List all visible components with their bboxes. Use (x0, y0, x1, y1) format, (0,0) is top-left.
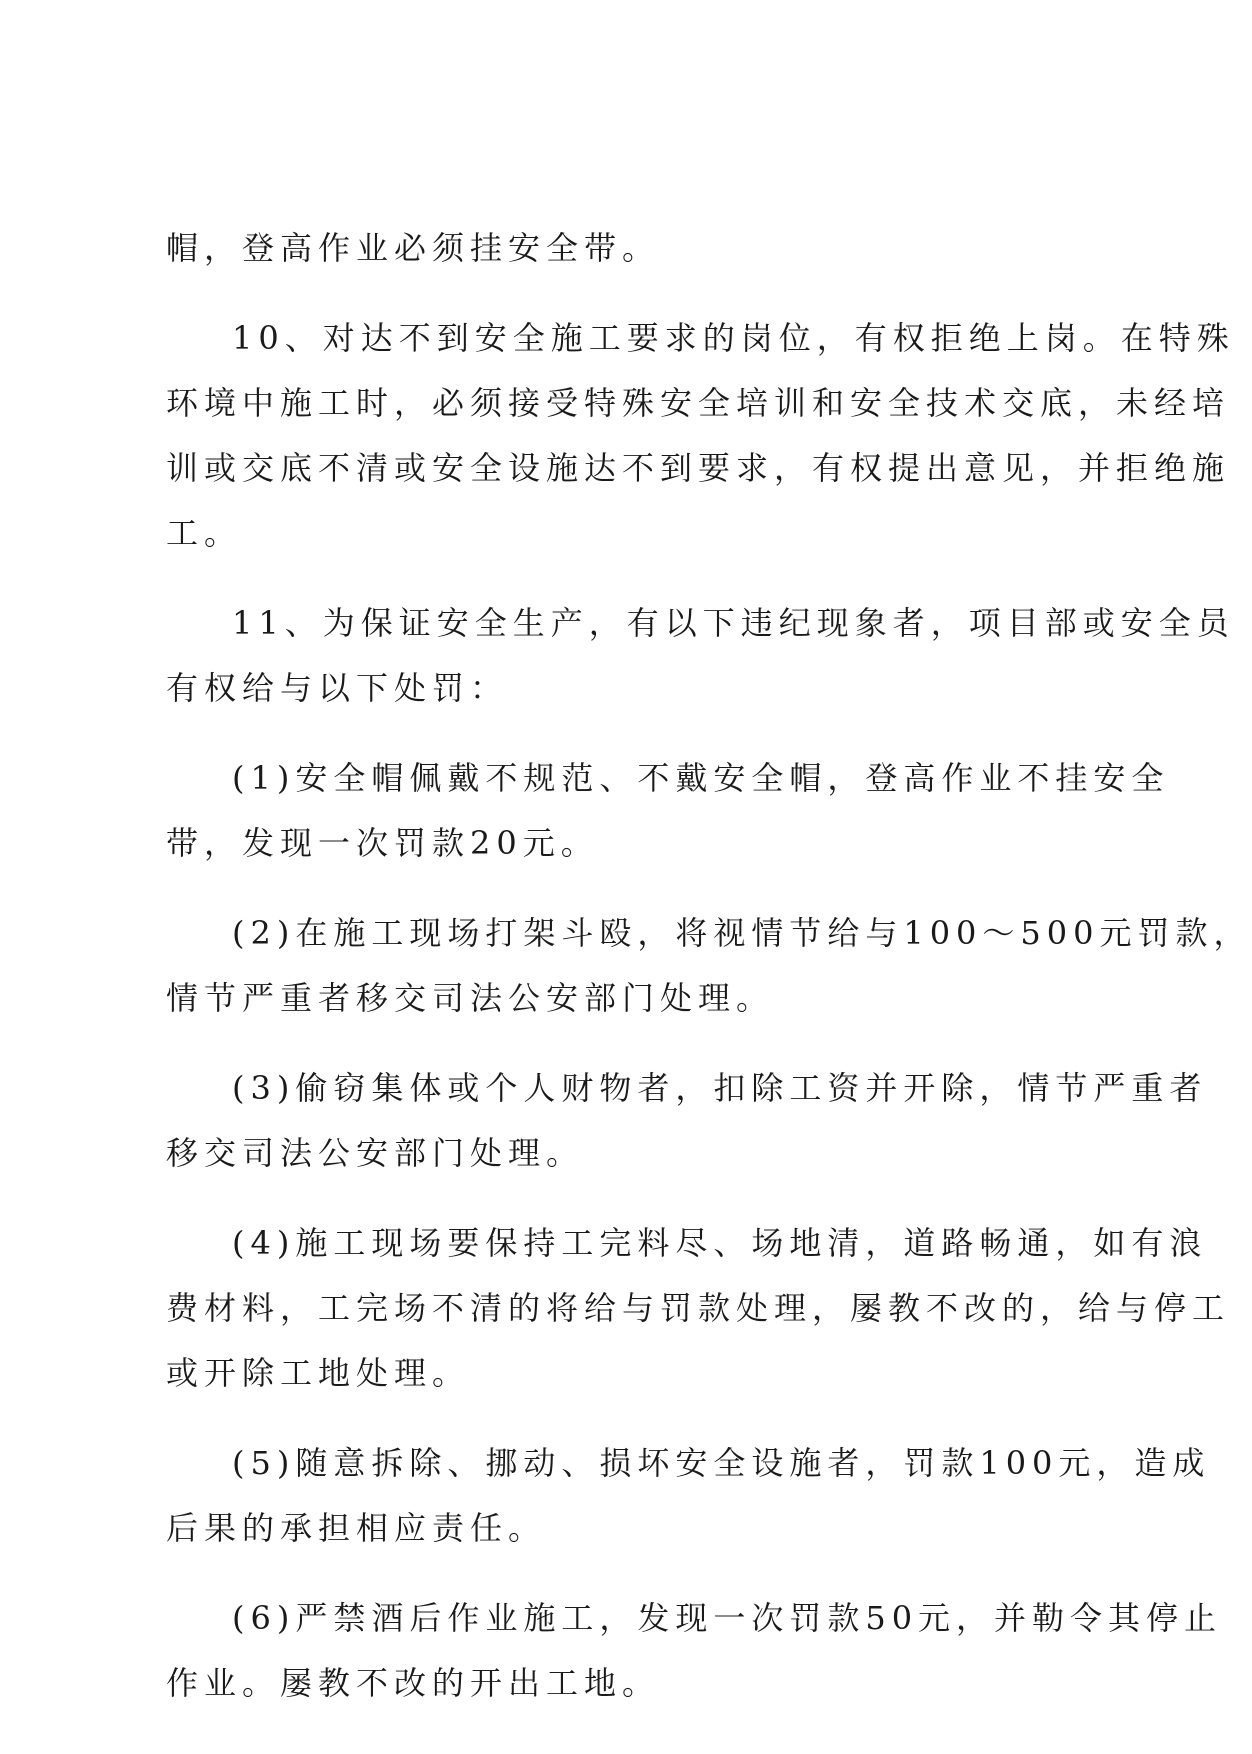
text-line: 移交司法公安部门处理。 (166, 1134, 585, 1172)
paragraph-spacer (166, 721, 1096, 746)
text-line: 环境中施工时，必须接受特殊安全培训和安全技术交底，未经培 (166, 384, 1231, 422)
text-line: (2)在施工现场打架斗殴，将视情节给与100～500元罚款， (232, 914, 1252, 952)
paragraph-spacer (166, 1186, 1096, 1211)
paragraph-spacer (166, 281, 1096, 306)
text-line: 工。 (166, 514, 243, 552)
text-line: (4)施工现场要保持工完料尽、场地清，道路畅通，如有浪 (232, 1224, 1208, 1262)
paragraph-spacer (166, 1406, 1096, 1431)
text-line: (6)严禁酒后作业施工，发现一次罚款50元，并勒令其停止 (232, 1599, 1223, 1637)
text-line: 情节严重者移交司法公安部门处理。 (166, 979, 775, 1017)
text-line: 帽，登高作业必须挂安全带。 (166, 229, 661, 267)
paragraph-spacer (166, 566, 1096, 591)
paragraph-spacer (166, 1561, 1096, 1586)
paragraph-spacer (166, 1031, 1096, 1056)
text-line: 训或交底不清或安全设施达不到要求，有权提出意见，并拒绝施 (166, 449, 1231, 487)
text-line: 10、对达不到安全施工要求的岗位，有权拒绝上岗。在特殊 (232, 319, 1235, 357)
text-line: 或开除工地处理。 (166, 1354, 471, 1392)
text-line: (1)安全帽佩戴不规范、不戴安全帽，登高作业不挂安全 (232, 759, 1170, 797)
text-line: 有权给与以下处罚： (166, 669, 509, 707)
text-line: 后果的承担相应责任。 (166, 1509, 547, 1547)
text-line: (5)随意拆除、挪动、损坏安全设施者，罚款100元，造成 (232, 1444, 1211, 1482)
document-body (166, 216, 1252, 1716)
text-line: 带，发现一次罚款20元。 (166, 824, 599, 862)
text-line: 作业。屡教不改的开出工地。 (166, 1664, 661, 1702)
text-line: 11、为保证安全生产，有以下违纪现象者，项目部或安全员 (232, 604, 1235, 642)
text-line: 费材料，工完场不清的将给与罚款处理，屡教不改的，给与停工 (166, 1289, 1231, 1327)
text-line: (3)偷窃集体或个人财物者，扣除工资并开除，情节严重者 (232, 1069, 1208, 1107)
paragraph-spacer (166, 876, 1096, 901)
